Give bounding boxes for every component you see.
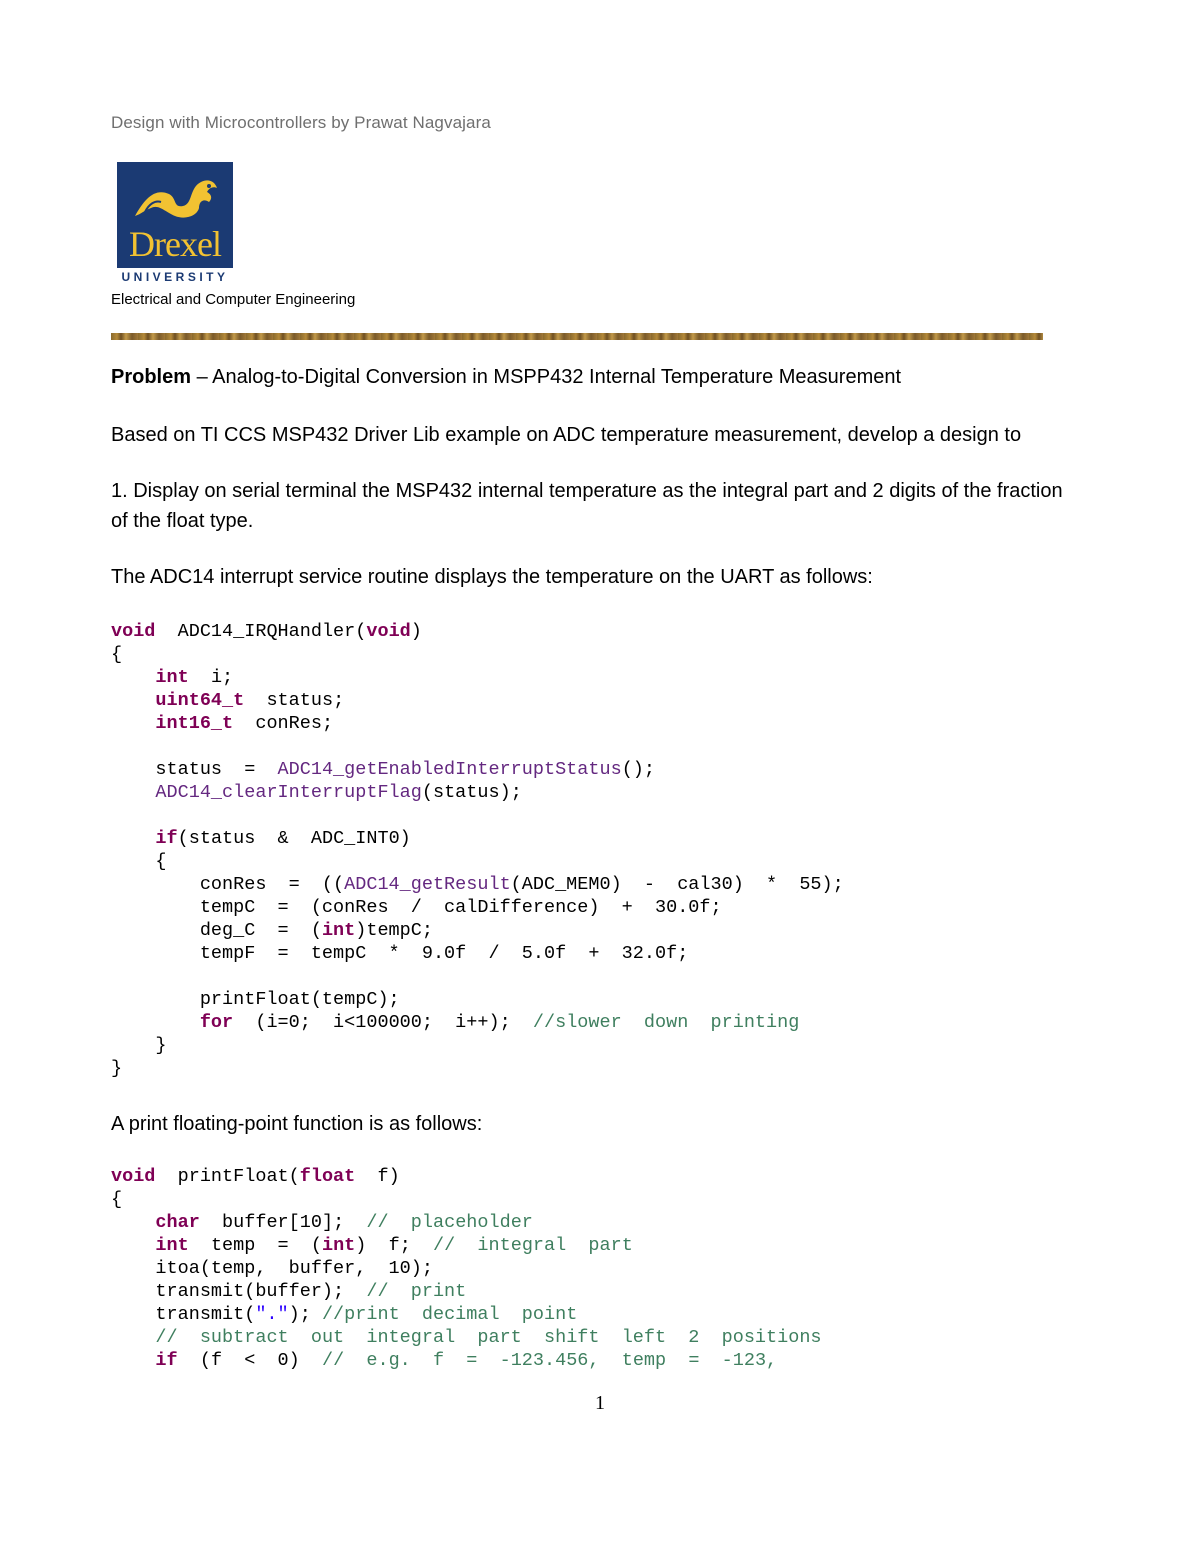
code-token: //slower down printing	[532, 1012, 800, 1033]
code-token	[111, 1327, 155, 1348]
logo-panel	[117, 162, 233, 268]
code-token: ) f;	[355, 1235, 433, 1256]
code-token	[111, 690, 155, 711]
code-line	[111, 965, 844, 988]
department-label: Electrical and Computer Engineering	[111, 291, 356, 308]
code-token: itoa(temp, buffer, 10);	[111, 1258, 433, 1279]
code-token: // e.g. f = -123.456, temp = -123,	[321, 1350, 778, 1371]
code-token: ();	[621, 759, 655, 780]
code-token: status;	[244, 690, 345, 711]
code-line	[111, 643, 844, 666]
code-token: int	[321, 1235, 356, 1256]
code-line	[111, 1234, 822, 1257]
code-line	[111, 666, 844, 689]
code-line	[111, 620, 844, 643]
code-line	[111, 942, 844, 965]
problem-label: Problem	[111, 366, 192, 388]
code-token: deg_C = (	[111, 920, 322, 941]
code-token: // subtract out integral part shift left 2 positions	[155, 1327, 822, 1348]
code-line	[111, 804, 844, 827]
code-token: {	[111, 851, 167, 872]
code-line	[111, 988, 844, 1011]
code-line	[111, 1326, 822, 1349]
code-line	[111, 781, 844, 804]
code-token: void	[111, 621, 156, 642]
code-token: "."	[255, 1304, 289, 1325]
code-token: (i=0; i<100000; i++);	[233, 1012, 533, 1033]
code-line	[111, 1211, 822, 1234]
code-token: }	[111, 1058, 123, 1079]
code-token: if	[155, 828, 178, 849]
code-line	[111, 1011, 844, 1034]
printfloat-intro: A print floating-point function is as follows:	[111, 1113, 483, 1135]
code-token: // placeholder	[366, 1212, 533, 1233]
code-token: f)	[355, 1166, 400, 1187]
code-token: conRes = ((	[111, 874, 345, 895]
code-token: if	[155, 1350, 178, 1371]
code-token: conRes;	[233, 713, 334, 734]
code-token: int	[155, 1235, 189, 1256]
isr-intro: The ADC14 interrupt service routine displays the temperature on the UART as follows:	[111, 566, 873, 588]
code-token: i;	[188, 667, 234, 688]
code-token: }	[111, 1035, 167, 1056]
code-token: {	[111, 644, 123, 665]
code-line	[111, 1057, 844, 1080]
code-line	[111, 1303, 822, 1326]
code-token: int16_t	[155, 713, 234, 734]
page-number: 1	[595, 1392, 605, 1414]
problem-title: – Analog-to-Digital Conversion in MSPP432 Internal Temperature Measurement	[191, 366, 902, 388]
code-token: )	[410, 621, 422, 642]
code-line	[111, 1034, 844, 1057]
code-token: );	[288, 1304, 322, 1325]
code-token: printFloat(	[155, 1166, 300, 1187]
code-token: void	[366, 621, 411, 642]
logo-wordmark: Drexel	[129, 224, 221, 264]
printfloat-code-block	[111, 1165, 822, 1372]
code-token: ADC14_clearInterruptFlag	[155, 782, 422, 803]
code-token: uint64_t	[155, 690, 245, 711]
code-token: // integral part	[433, 1235, 633, 1256]
code-token	[111, 667, 155, 688]
code-line	[111, 1280, 822, 1303]
code-line	[111, 712, 844, 735]
code-line	[111, 1165, 822, 1188]
code-token	[111, 828, 155, 849]
code-token: )tempC;	[355, 920, 433, 941]
dragon-icon	[125, 168, 225, 224]
drexel-logo	[117, 162, 233, 284]
code-token: ADC14_getEnabledInterruptStatus	[277, 759, 622, 780]
code-token: transmit(buffer);	[111, 1281, 367, 1302]
code-line	[111, 827, 844, 850]
code-token: (status & ADC_INT0)	[177, 828, 411, 849]
isr-code-block	[111, 620, 844, 1080]
code-token: // print	[366, 1281, 467, 1302]
code-token: ADC14_getResult	[344, 874, 511, 895]
code-line	[111, 735, 844, 758]
code-token: char	[155, 1212, 200, 1233]
code-token: (ADC_MEM0) - cal30) * 55);	[510, 874, 844, 895]
code-token: ADC14_IRQHandler(	[155, 621, 367, 642]
code-token: temp = (	[188, 1235, 322, 1256]
code-token: (status);	[421, 782, 522, 803]
code-line	[111, 1188, 822, 1211]
code-token: float	[299, 1166, 356, 1187]
code-token: void	[111, 1166, 156, 1187]
task-item-1: 1. Display on serial terminal the MSP432 internal temperature as the integral part and 2 digits of the fraction of the float type.	[111, 480, 1063, 532]
code-line	[111, 689, 844, 712]
code-token	[111, 782, 155, 803]
code-token: tempF = tempC * 9.0f / 5.0f + 32.0f;	[111, 943, 689, 964]
code-token: transmit(	[111, 1304, 256, 1325]
code-token: status =	[111, 759, 278, 780]
code-token: int	[155, 667, 189, 688]
code-line	[111, 850, 844, 873]
code-line	[111, 758, 844, 781]
code-token: //print decimal point	[321, 1304, 578, 1325]
code-token: for	[199, 1012, 234, 1033]
code-token: tempC = (conRes / calDifference) + 30.0f;	[111, 897, 722, 918]
code-token	[111, 1212, 155, 1233]
code-line	[111, 1349, 822, 1372]
code-line	[111, 873, 844, 896]
logo-subtitle: UNIVERSITY	[121, 270, 229, 284]
decorative-divider	[111, 333, 1043, 340]
intro-paragraph: Based on TI CCS MSP432 Driver Lib example on ADC temperature measurement, develop a design to	[111, 424, 1022, 446]
code-token: printFloat(tempC);	[111, 989, 400, 1010]
code-token	[111, 1012, 200, 1033]
code-line	[111, 919, 844, 942]
course-header: Design with Microcontrollers by Prawat Nagvajara	[111, 113, 491, 132]
code-token	[111, 713, 155, 734]
code-token: buffer[10];	[199, 1212, 367, 1233]
code-token: (f < 0)	[177, 1350, 322, 1371]
code-token	[111, 1235, 155, 1256]
code-line	[111, 1257, 822, 1280]
code-token: int	[321, 920, 356, 941]
code-token	[111, 1350, 155, 1371]
problem-heading	[111, 362, 901, 392]
code-token: {	[111, 1189, 123, 1210]
code-line	[111, 896, 844, 919]
